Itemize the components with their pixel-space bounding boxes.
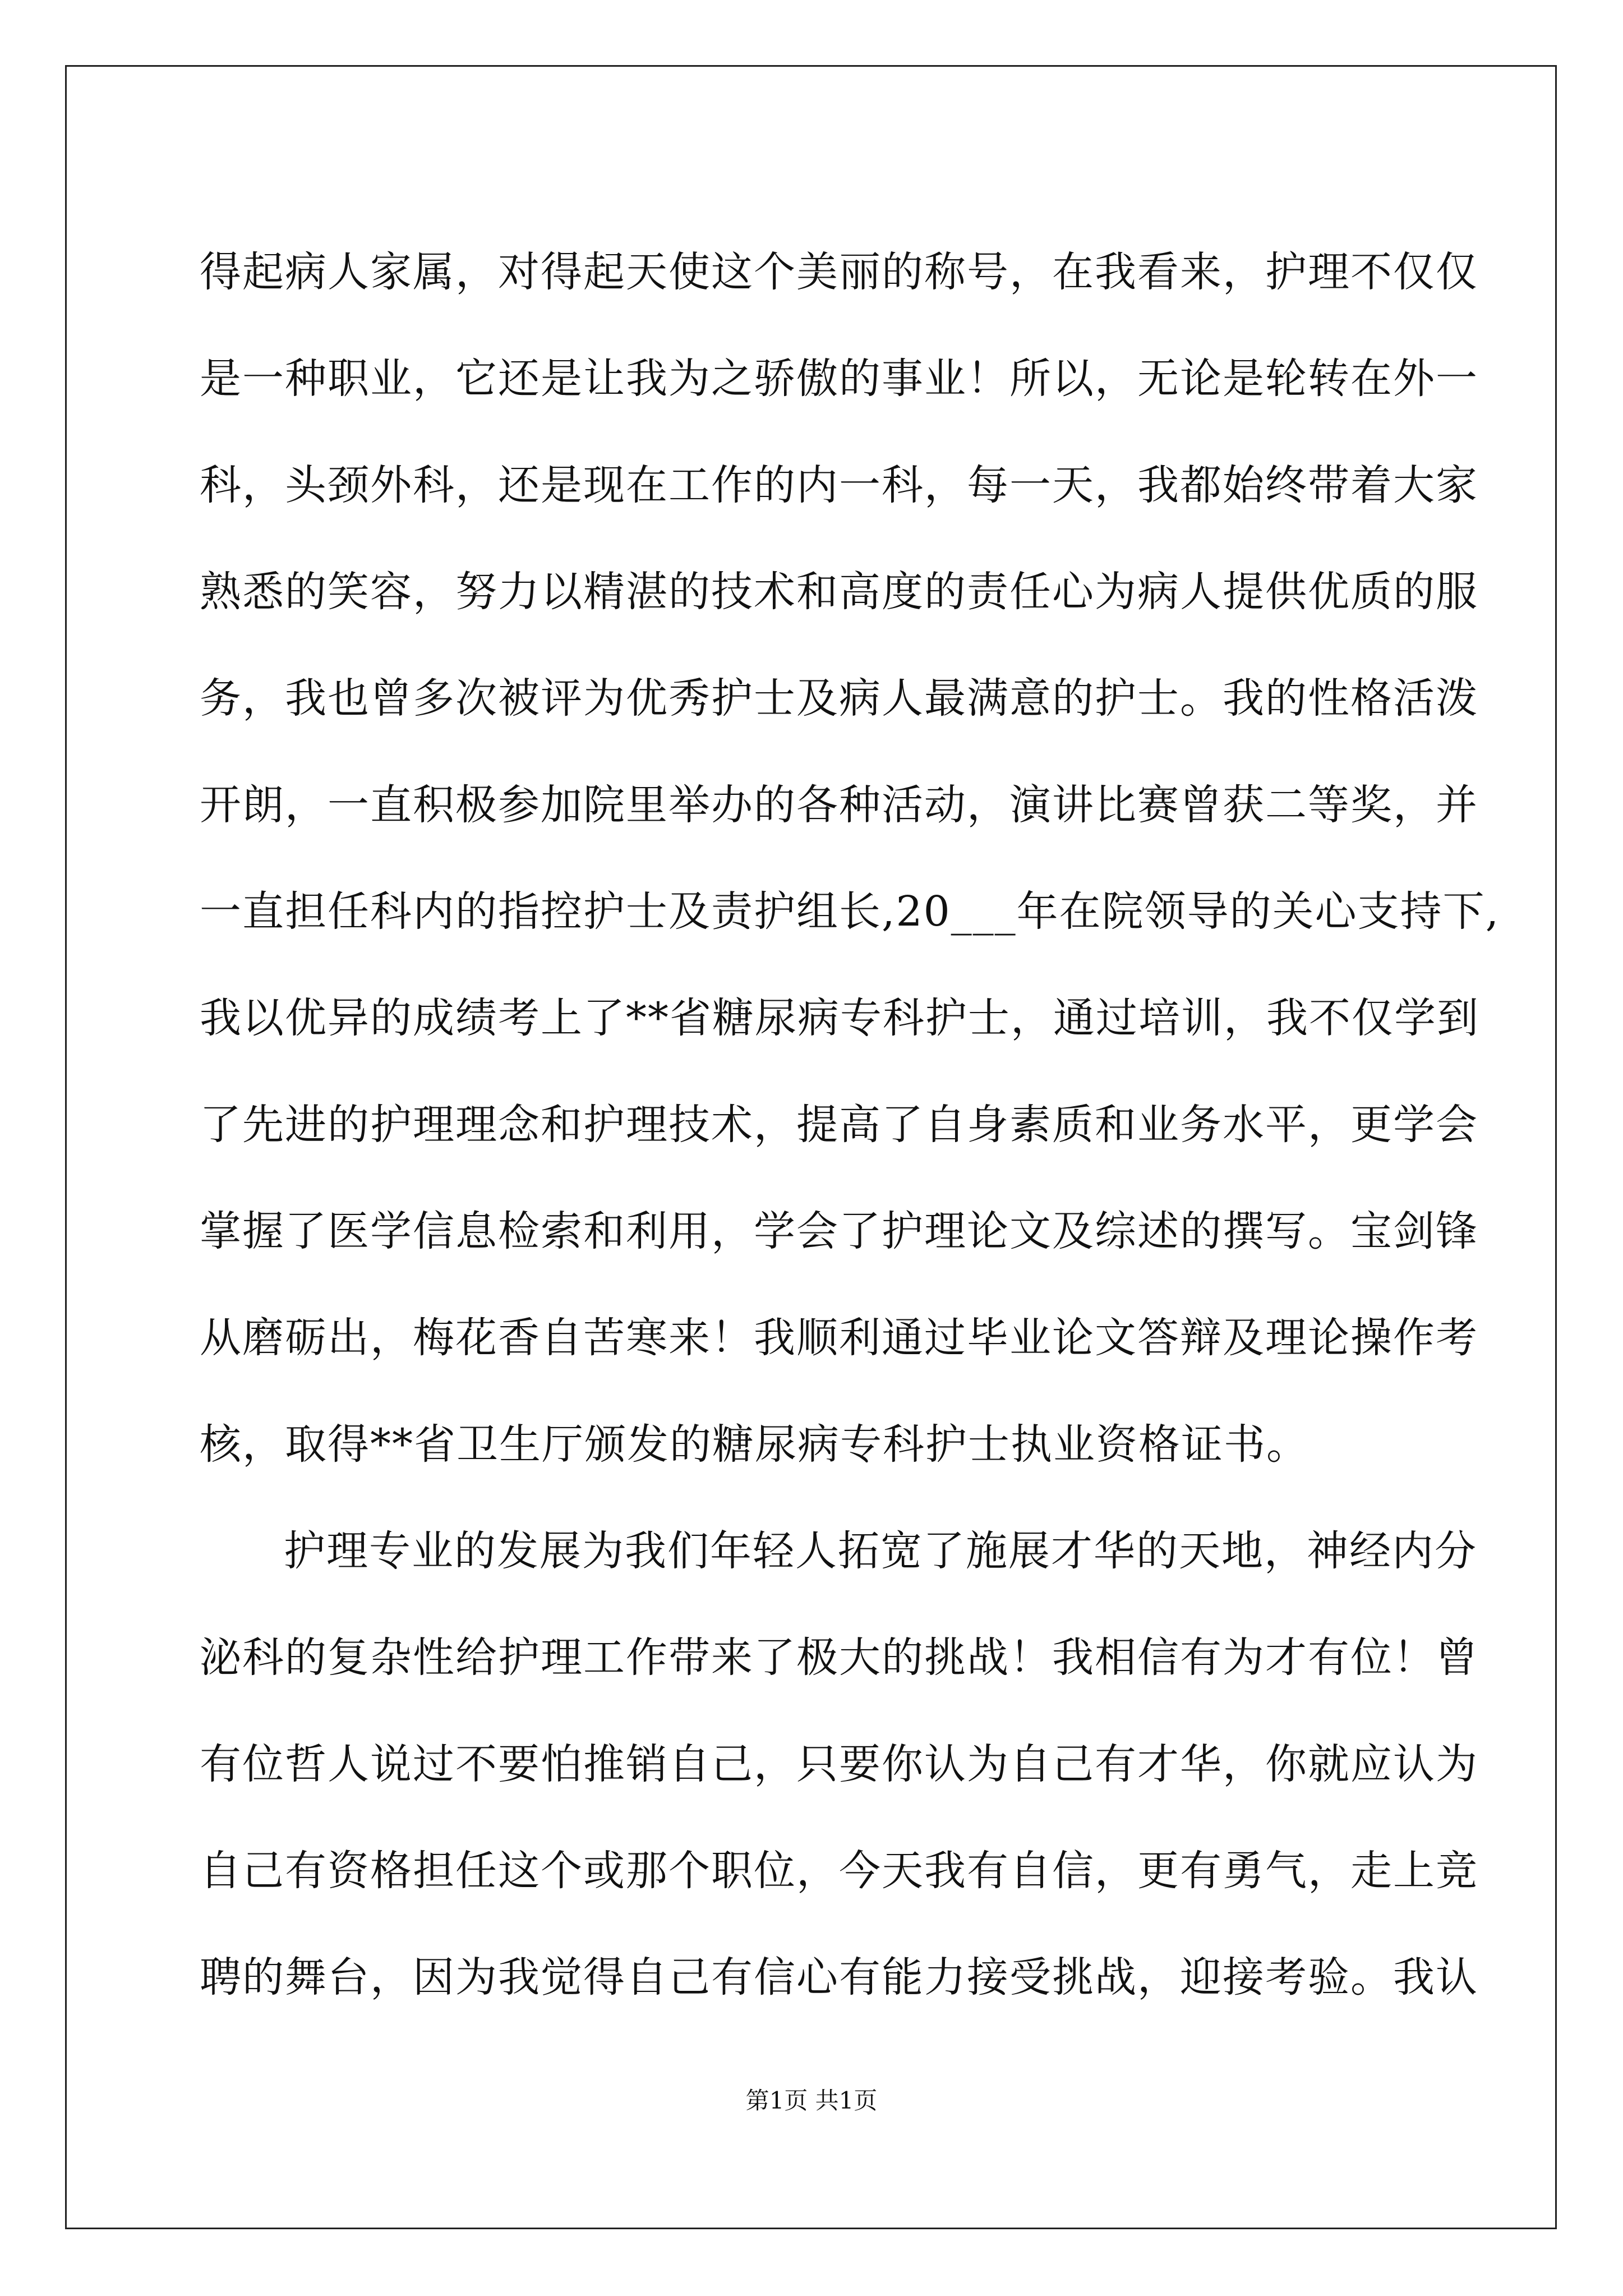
paragraph-line: 得起病人家属，对得起天使这个美丽的称号，在我看来，护理不仅仅 [200, 248, 1478, 296]
paragraph-line: 一直担任科内的指控护士及责护组长,20___年在院领导的关心支持下, [200, 887, 1500, 936]
paragraph-line: 科，头颈外科，还是现在工作的内一科，每一天，我都始终带着大家 [200, 461, 1478, 509]
paragraph-line: 泌科的复杂性给护理工作带来了极大的挑战！我相信有为才有位！曾 [200, 1634, 1478, 1682]
paragraph-line: 熟悉的笑容，努力以精湛的技术和高度的责任心为病人提供优质的服 [200, 568, 1478, 616]
paragraph-line: 有位哲人说过不要怕推销自己，只要你认为自己有才华，你就应认为 [200, 1740, 1478, 1788]
paragraph-line: 护理专业的发展为我们年轻人拓宽了施展才华的天地，神经内分 [284, 1527, 1477, 1575]
paragraph-line: 核，取得**省卫生厅颁发的糖尿病专科护士执业资格证书。 [200, 1420, 1309, 1469]
paragraph-line: 掌握了医学信息检索和利用，学会了护理论文及综述的撰写。宝剑锋 [200, 1207, 1478, 1255]
paragraph-line: 了先进的护理理念和护理技术，提高了自身素质和业务水平，更学会 [200, 1101, 1478, 1149]
paragraph-line: 从磨砺出，梅花香自苦寒来！我顺利通过毕业论文答辩及理论操作考 [200, 1314, 1478, 1362]
paragraph-2 [200, 1498, 1478, 2031]
paragraph-line: 聘的舞台，因为我觉得自己有信心有能力接受挑战，迎接考验。我认 [200, 1953, 1478, 2001]
paragraph-line: 开朗，一直积极参加院里举办的各种活动，演讲比赛曾获二等奖，并 [200, 781, 1478, 829]
paragraph-line: 是一种职业，它还是让我为之骄傲的事业！所以，无论是轮转在外一 [200, 355, 1478, 403]
paragraph-line: 我以优异的成绩考上了**省糖尿病专科护士，通过培训，我不仅学到 [200, 994, 1479, 1042]
paragraph-line: 务，我也曾多次被评为优秀护士及病人最满意的护士。我的性格活泼 [200, 674, 1478, 723]
paragraph-line: 自己有资格担任这个或那个职位，今天我有自信，更有勇气，走上竞 [200, 1847, 1478, 1895]
paragraph-1 [200, 219, 1500, 1498]
page-footer: 第1页 共1页 [745, 2087, 878, 2114]
document-body [200, 219, 1500, 2031]
